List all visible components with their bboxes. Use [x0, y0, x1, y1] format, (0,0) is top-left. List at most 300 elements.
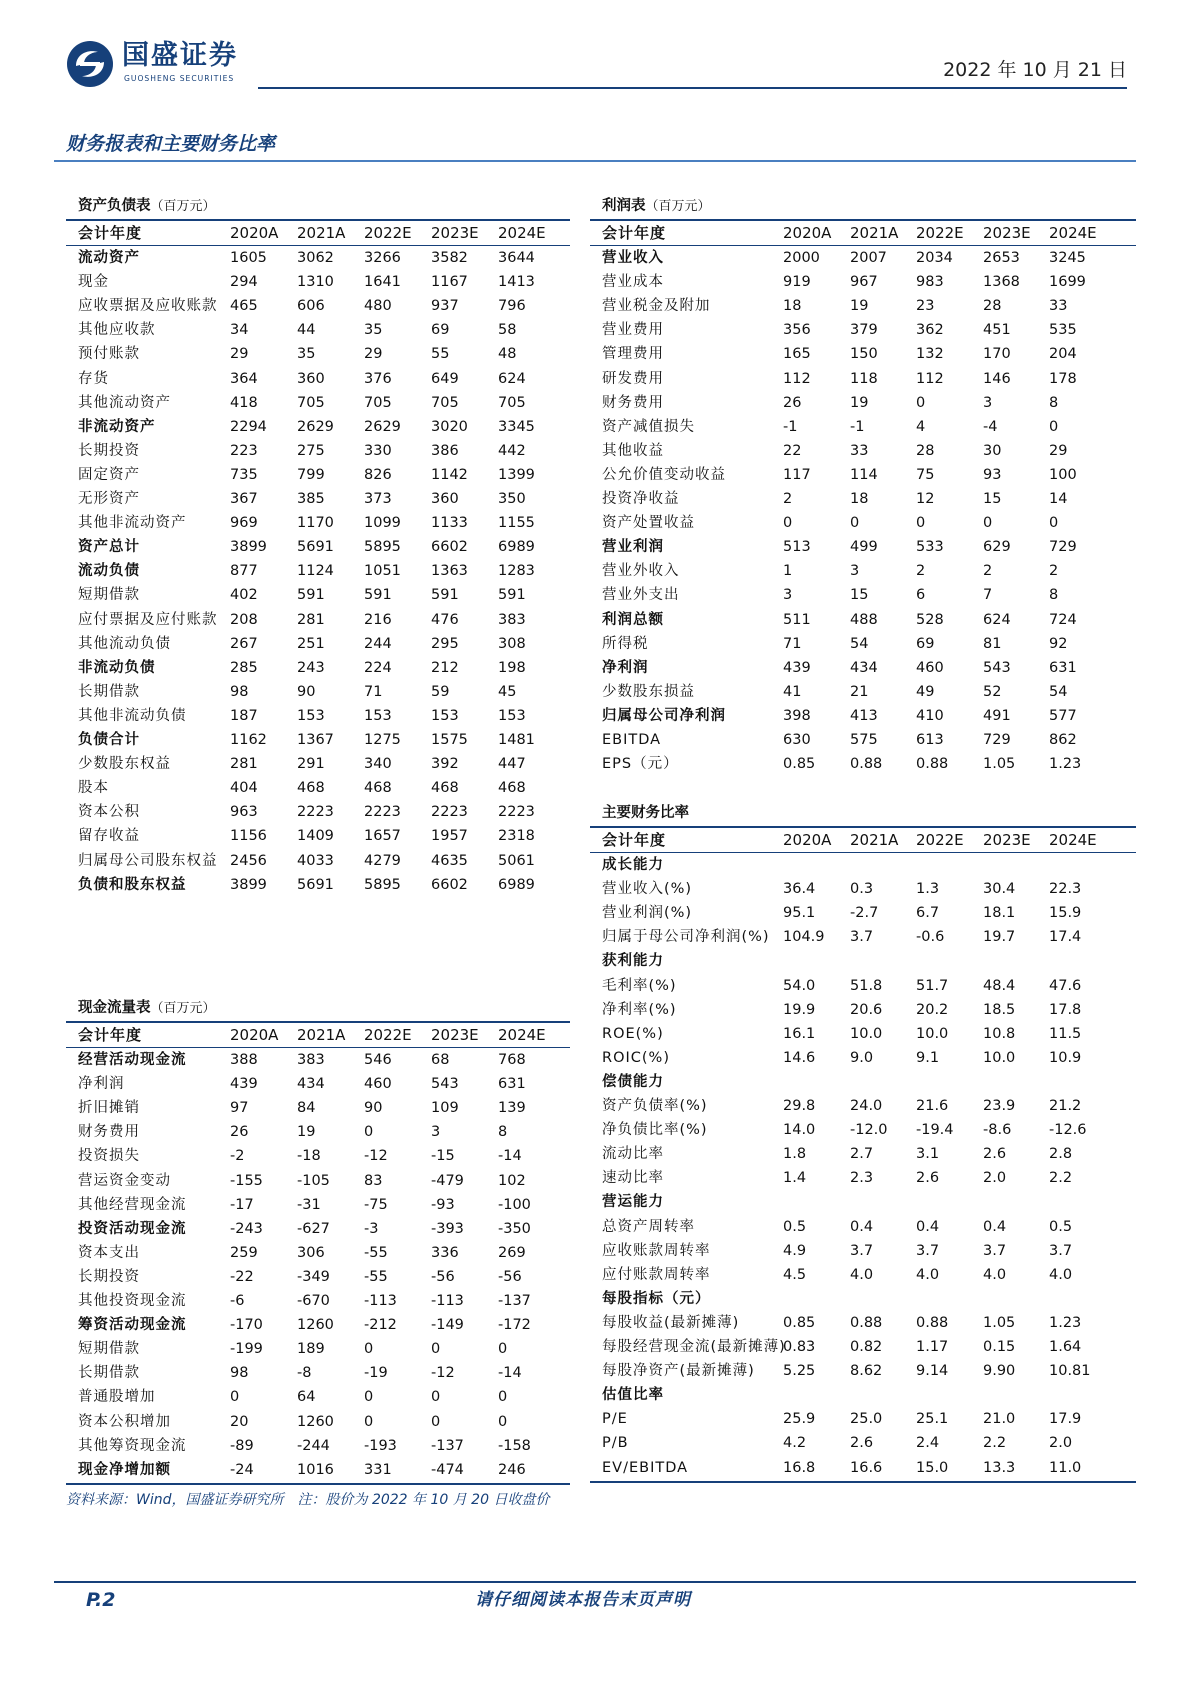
row-value: 198 [498, 659, 526, 676]
source-note: 资料来源：Wind，国盛证券研究所 注：股价为 2022 年 10 月 20 日收盘价 [66, 1492, 550, 1508]
table-row [66, 608, 570, 632]
row-value: 44 [297, 322, 316, 339]
row-value: 20 [230, 1413, 249, 1430]
row-value: 58 [498, 322, 517, 339]
table-row [590, 294, 1136, 318]
row-value: 0 [498, 1389, 508, 1406]
row-label: 其他非流动负债 [78, 707, 187, 724]
row-label: 营业外收入 [602, 563, 680, 580]
table-row [590, 1094, 1136, 1118]
row-value: 606 [297, 298, 325, 315]
row-value: -349 [297, 1268, 330, 1285]
row-label: 股本 [78, 780, 109, 797]
row-label: 营业税金及附加 [602, 298, 711, 315]
row-label: 现金 [78, 274, 109, 291]
row-label: 短期借款 [78, 587, 140, 604]
income_statement-unit: （百万元） [645, 199, 711, 214]
row-value: 1.8 [783, 1146, 807, 1163]
row-value: 24.0 [850, 1098, 883, 1114]
row-value: 362 [916, 322, 944, 339]
row-value: 451 [983, 322, 1011, 339]
column-header-year: 2020A [230, 224, 279, 242]
row-value: 468 [431, 780, 459, 797]
row-value: 69 [916, 635, 935, 652]
row-value: 10.0 [850, 1025, 883, 1042]
row-value: 95.1 [783, 905, 816, 922]
row-value: 6989 [498, 876, 535, 893]
row-value: 114 [850, 466, 878, 483]
row-label: 成长能力 [602, 857, 664, 873]
row-value: 2.6 [983, 1146, 1007, 1163]
row-value: 112 [916, 370, 944, 387]
row-value: 468 [498, 780, 526, 797]
row-value: 20.2 [916, 1001, 949, 1018]
row-value: 17.8 [1049, 1001, 1082, 1018]
row-value: 18 [783, 298, 802, 315]
table-row [590, 1456, 1136, 1480]
row-value: 963 [230, 804, 258, 821]
row-label: 管理费用 [602, 346, 664, 363]
table-row [590, 974, 1136, 998]
row-value: 3582 [431, 250, 468, 266]
balance_sheet-title-text: 资产负债表 [78, 198, 151, 214]
row-label: 流动比率 [602, 1146, 664, 1163]
row-value: 2.6 [916, 1170, 940, 1187]
row-value: 546 [364, 1052, 392, 1068]
row-value: -137 [431, 1437, 464, 1454]
row-value: 18 [850, 491, 869, 507]
row-value: -113 [431, 1293, 464, 1309]
row-value: 0 [431, 1389, 441, 1406]
row-label: EPS（元） [602, 756, 679, 773]
table-row [66, 656, 570, 680]
row-value: 11.0 [1049, 1459, 1082, 1476]
row-value: 92 [1049, 635, 1068, 652]
row-value: -137 [498, 1293, 531, 1309]
row-label: 财务费用 [602, 394, 664, 411]
row-value: 8 [498, 1124, 508, 1141]
row-value: 2223 [364, 804, 401, 821]
table-row [590, 1359, 1136, 1383]
row-value: 2318 [498, 828, 535, 845]
row-value: 153 [297, 707, 325, 724]
row-value: 16.8 [783, 1459, 816, 1476]
company-logo-icon [66, 40, 114, 88]
row-value: 360 [297, 370, 325, 387]
row-value: 398 [783, 707, 811, 724]
row-value: 826 [364, 466, 392, 483]
table-row [66, 367, 570, 391]
section-title: 财务报表和主要财务比率 [66, 133, 276, 155]
row-label: 留存收益 [78, 828, 140, 845]
row-value: 2.0 [1049, 1435, 1073, 1452]
row-label: 营业收入 [602, 250, 664, 266]
table-row [66, 1169, 570, 1193]
row-value: 543 [431, 1076, 459, 1093]
row-value: 1.17 [916, 1339, 949, 1355]
row-value: 47.6 [1049, 977, 1082, 994]
row-value: 19 [297, 1124, 316, 1141]
row-label: 资本公积增加 [78, 1413, 171, 1430]
row-value: 577 [1049, 707, 1077, 724]
table-row [590, 367, 1136, 391]
row-value: 360 [431, 491, 459, 507]
row-value: 404 [230, 780, 258, 797]
ratios-title [602, 803, 689, 823]
row-value: 3062 [297, 250, 334, 266]
row-value: 768 [498, 1052, 526, 1068]
table-row [590, 1263, 1136, 1287]
row-value: -199 [230, 1341, 263, 1358]
row-value: 49 [916, 683, 935, 700]
row-label: 归属母公司净利润 [602, 707, 726, 724]
row-value: 480 [364, 298, 392, 315]
row-value: 383 [498, 611, 526, 628]
row-value: 204 [1049, 346, 1077, 363]
row-value: 468 [364, 780, 392, 797]
row-value: 3644 [498, 250, 535, 266]
row-value: 2.0 [983, 1170, 1007, 1187]
row-value: 189 [297, 1341, 325, 1358]
row-value: 8 [1049, 394, 1059, 411]
row-value: 1133 [431, 515, 468, 532]
row-value: 90 [297, 683, 316, 700]
row-value: 81 [983, 635, 1002, 652]
table-row [590, 1335, 1136, 1359]
row-value: 4.9 [783, 1242, 807, 1259]
row-label: 营业费用 [602, 322, 664, 339]
row-value: 591 [364, 587, 392, 604]
row-label: 营业收入(%) [602, 881, 693, 898]
row-value: -1 [850, 418, 865, 435]
table-row [66, 1072, 570, 1096]
row-value: 269 [498, 1244, 526, 1261]
row-label: 营运能力 [602, 1194, 664, 1211]
table-row [66, 1193, 570, 1217]
table-row [590, 415, 1136, 439]
row-value: 41 [783, 683, 802, 700]
column-header-label: 会计年度 [78, 1026, 143, 1044]
row-value: 118 [850, 370, 878, 387]
row-value: 0 [850, 515, 860, 532]
row-value: 1156 [230, 828, 267, 845]
table-row [66, 1313, 570, 1337]
row-value: 3.7 [983, 1242, 1007, 1259]
row-value: 439 [230, 1076, 258, 1093]
table-row [66, 1410, 570, 1434]
row-value: 729 [1049, 539, 1077, 556]
row-value: 4.0 [916, 1266, 940, 1283]
row-value: 10.0 [916, 1025, 949, 1042]
row-value: 630 [783, 732, 811, 748]
row-value: 1051 [364, 563, 401, 580]
row-value: 150 [850, 346, 878, 363]
row-value: 25.0 [850, 1411, 883, 1428]
row-value: 71 [364, 683, 383, 700]
row-value: 23 [916, 298, 935, 315]
row-value: 3.7 [850, 929, 874, 946]
row-value: 12 [916, 491, 935, 507]
table-row [590, 1070, 1136, 1094]
row-value: 591 [498, 587, 526, 604]
table-row [66, 463, 570, 487]
table-row [66, 1265, 570, 1289]
row-value: 0.88 [850, 1314, 883, 1331]
row-value: 52 [983, 683, 1002, 700]
row-value: 543 [983, 659, 1011, 676]
row-value: 29 [230, 346, 249, 363]
row-value: 3345 [498, 418, 535, 435]
row-value: 4.5 [783, 1266, 807, 1283]
row-value: 2456 [230, 852, 267, 869]
column-header-year: 2024E [1049, 224, 1097, 242]
column-header-year: 2023E [431, 224, 479, 242]
table-row [590, 318, 1136, 342]
table-row [590, 632, 1136, 656]
table-row [66, 318, 570, 342]
table-row [66, 1458, 570, 1482]
table-row [590, 511, 1136, 535]
row-value: 392 [431, 756, 459, 773]
table-row [590, 1022, 1136, 1046]
row-value: 0.4 [850, 1218, 874, 1235]
income_statement-header-row [590, 221, 1136, 245]
row-value: 33 [1049, 298, 1068, 315]
row-label: 每股经营现金流(最新摊薄) [602, 1339, 786, 1355]
row-value: 364 [230, 370, 258, 387]
row-value: 2000 [783, 250, 820, 266]
row-value: 281 [297, 611, 325, 628]
row-label: 折旧摊销 [78, 1100, 140, 1117]
row-value: 55 [431, 346, 450, 363]
row-value: 330 [364, 442, 392, 459]
row-value: -627 [297, 1220, 330, 1237]
row-value: 591 [431, 587, 459, 604]
row-value: 447 [498, 756, 526, 773]
row-value: 29 [1049, 442, 1068, 459]
row-label: 其他经营现金流 [78, 1196, 187, 1213]
table-row [590, 487, 1136, 511]
row-value: -670 [297, 1293, 330, 1309]
row-value: -56 [498, 1268, 522, 1285]
row-value: -3 [364, 1220, 379, 1237]
row-value: 535 [1049, 322, 1077, 339]
row-value: 29.8 [783, 1098, 816, 1114]
ratios-header-row [590, 828, 1136, 852]
row-value: 0 [983, 515, 993, 532]
row-value: 367 [230, 491, 258, 507]
row-value: 1.05 [983, 1314, 1016, 1331]
row-value: -4 [983, 418, 998, 435]
balance_sheet-title [78, 196, 216, 217]
cash_flow-header-row [66, 1023, 570, 1047]
table-row [66, 849, 570, 873]
row-value: 13.3 [983, 1459, 1016, 1476]
table-row [590, 1215, 1136, 1239]
row-value: 0 [431, 1341, 441, 1358]
row-value: 488 [850, 611, 878, 628]
row-value: 5061 [498, 852, 535, 869]
row-value: -350 [498, 1220, 531, 1237]
row-value: 9.0 [850, 1049, 874, 1066]
row-label: 短期借款 [78, 1341, 140, 1358]
row-value: 3245 [1049, 250, 1086, 266]
row-value: 1957 [431, 828, 468, 845]
row-value: 117 [783, 466, 811, 483]
row-value: 575 [850, 732, 878, 748]
row-value: 2.6 [850, 1435, 874, 1452]
row-value: 796 [498, 298, 526, 315]
row-value: 21.0 [983, 1411, 1016, 1428]
header-divider [258, 87, 1127, 89]
row-value: -158 [498, 1437, 531, 1454]
row-value: 969 [230, 515, 258, 532]
row-value: -31 [297, 1196, 321, 1213]
row-value: -170 [230, 1317, 263, 1334]
table-row [590, 925, 1136, 949]
row-value: -17 [230, 1196, 254, 1213]
row-value: 5691 [297, 876, 334, 893]
table-row [590, 1311, 1136, 1335]
row-value: 3 [983, 394, 993, 411]
row-value: 51.7 [916, 977, 949, 994]
row-value: 251 [297, 635, 325, 652]
row-value: 109 [431, 1100, 459, 1117]
row-value: 1 [783, 563, 793, 580]
row-value: 243 [297, 659, 325, 676]
row-value: 4279 [364, 852, 401, 869]
row-label: 其他非流动资产 [78, 515, 187, 532]
row-value: 267 [230, 635, 258, 652]
row-value: 5691 [297, 539, 334, 556]
row-label: 偿债能力 [602, 1073, 664, 1090]
row-value: 26 [230, 1124, 249, 1141]
row-value: 442 [498, 442, 526, 459]
row-value: 705 [498, 394, 526, 411]
row-value: 15 [850, 587, 869, 604]
row-label: 获利能力 [602, 953, 664, 970]
row-value: 1283 [498, 563, 535, 580]
row-label: 营运资金变动 [78, 1172, 171, 1189]
income_statement-title [602, 196, 711, 217]
row-label: 其他流动资产 [78, 394, 171, 411]
row-value: 48.4 [983, 977, 1016, 994]
row-value: 3.7 [850, 1242, 874, 1259]
row-value: 0.85 [783, 756, 816, 773]
row-value: 476 [431, 611, 459, 628]
row-value: -19 [364, 1365, 388, 1382]
row-value: 1.05 [983, 756, 1016, 773]
row-value: 306 [297, 1244, 325, 1261]
column-header-year: 2024E [498, 224, 546, 242]
row-value: -12 [431, 1365, 455, 1382]
row-value: 18.1 [983, 905, 1016, 922]
row-value: 9.1 [916, 1049, 940, 1066]
row-value: 25.1 [916, 1411, 949, 1428]
table-row [66, 728, 570, 752]
row-value: 1.4 [783, 1170, 807, 1187]
column-header-year: 2023E [983, 224, 1031, 242]
row-value: 17.4 [1049, 929, 1082, 946]
row-label: 速动比率 [602, 1170, 664, 1187]
row-label: P/E [602, 1411, 628, 1428]
row-label: 公允价值变动收益 [602, 466, 726, 483]
row-value: 0.83 [783, 1339, 816, 1355]
row-value: 1699 [1049, 274, 1086, 291]
row-value: 153 [498, 707, 526, 724]
row-value: 613 [916, 732, 944, 748]
row-value: 100 [1049, 466, 1077, 483]
row-value: 30 [983, 442, 1002, 459]
row-value: 16.1 [783, 1025, 816, 1042]
row-label: 每股收益(最新摊薄) [602, 1314, 740, 1331]
row-label: 其他收益 [602, 442, 664, 459]
row-value: 379 [850, 322, 878, 339]
column-header-label: 会计年度 [602, 224, 667, 242]
row-label: 毛利率(%) [602, 977, 677, 994]
row-value: 0.4 [916, 1218, 940, 1235]
row-label: 资产减值损失 [602, 418, 695, 435]
row-value: 1641 [364, 274, 401, 291]
table-row [66, 246, 570, 270]
row-value: 967 [850, 274, 878, 291]
row-value: 1275 [364, 732, 401, 748]
row-value: -12.0 [850, 1122, 888, 1139]
row-value: 223 [230, 442, 258, 459]
row-label: 研发费用 [602, 370, 664, 387]
table-row [66, 415, 570, 439]
column-header-year: 2022E [916, 831, 964, 849]
table-row [590, 608, 1136, 632]
column-header-year: 2020A [783, 224, 832, 242]
row-value: 705 [297, 394, 325, 411]
table-row [590, 1407, 1136, 1431]
column-header-year: 2021A [297, 1026, 346, 1044]
row-value: 0 [364, 1124, 374, 1141]
row-value: 4.0 [983, 1266, 1007, 1283]
table-row [66, 1096, 570, 1120]
row-value: -1 [783, 418, 798, 435]
row-label: 每股指标（元） [602, 1290, 711, 1307]
row-value: 1409 [297, 828, 334, 845]
column-header-year: 2023E [431, 1026, 479, 1044]
row-value: 491 [983, 707, 1011, 724]
row-value: 1657 [364, 828, 401, 845]
row-value: 98 [230, 683, 249, 700]
row-value: 34 [230, 322, 249, 339]
row-value: 0 [1049, 515, 1059, 532]
table-row [590, 1239, 1136, 1263]
row-label: P/B [602, 1435, 629, 1452]
row-value: -22 [230, 1268, 254, 1285]
row-value: -474 [431, 1461, 464, 1478]
row-value: -14 [498, 1148, 522, 1165]
row-value: 19 [850, 394, 869, 411]
row-label: 现金净增加额 [78, 1461, 171, 1478]
row-value: 511 [783, 611, 811, 628]
row-value: 729 [983, 732, 1011, 748]
row-value: -149 [431, 1317, 464, 1334]
row-value: 1363 [431, 563, 468, 580]
row-value: 9.90 [983, 1363, 1016, 1380]
row-value: 3 [431, 1124, 441, 1141]
row-value: -212 [364, 1317, 397, 1334]
row-value: 3 [783, 587, 793, 604]
row-value: 17.9 [1049, 1411, 1082, 1428]
row-value: 0.88 [850, 756, 883, 773]
row-value: -56 [431, 1268, 455, 1285]
row-label: 每股净资产(最新摊薄) [602, 1363, 755, 1380]
